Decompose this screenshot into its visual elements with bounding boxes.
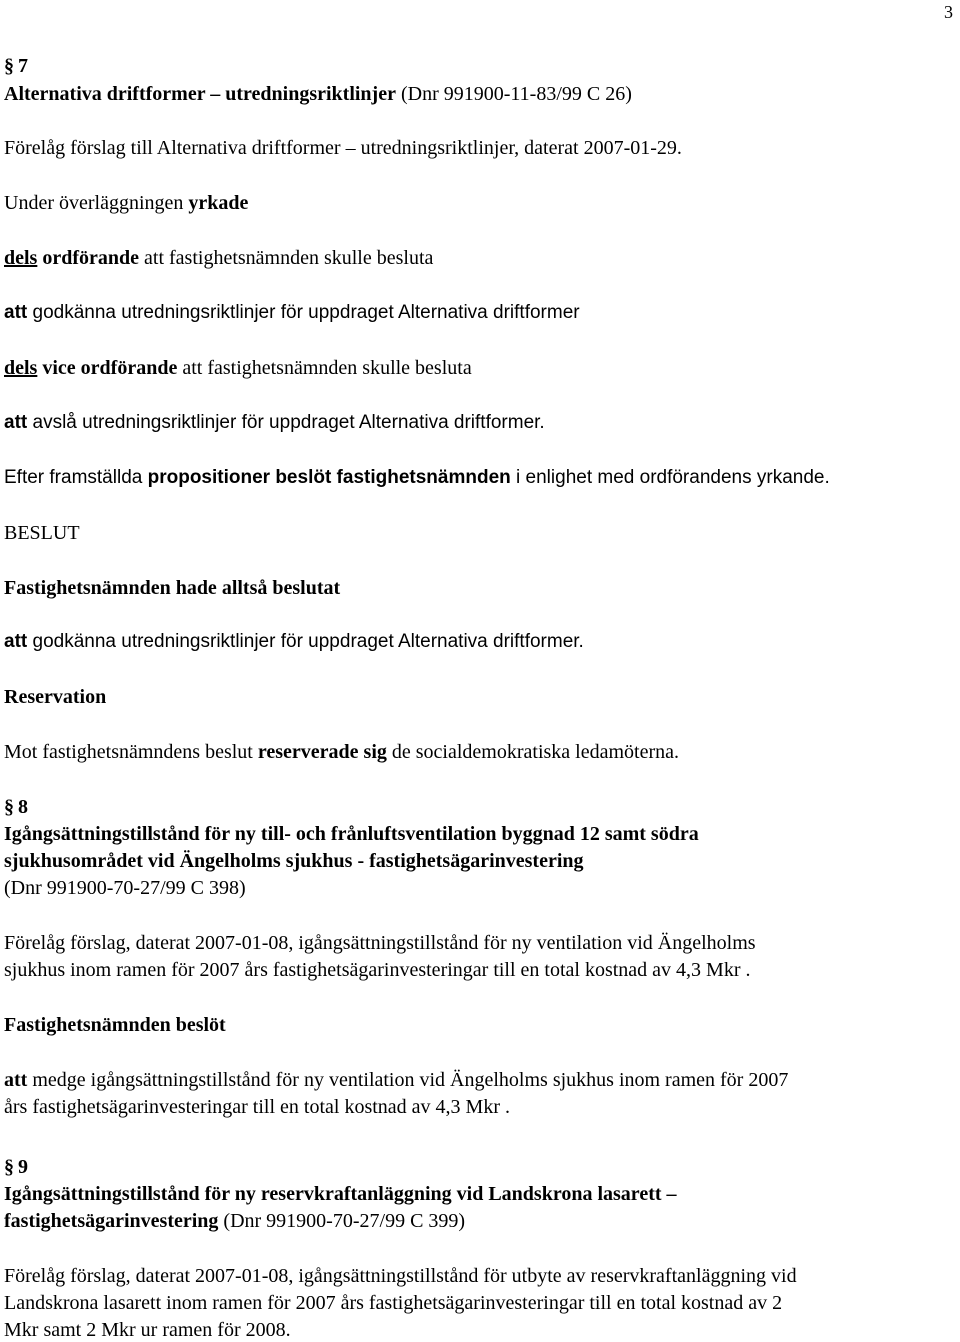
att-text: godkänna utredningsriktlinjer för uppdraget Alternativa driftformer. [32, 631, 584, 652]
att-keyword: att [4, 631, 28, 652]
section-8-title-line-1: Igångsättningstillstånd för ny till- och frånluftsventilation byggnad 12 samt södra [4, 823, 699, 845]
section-7-reservation-heading: Reservation [4, 686, 107, 708]
att-text: avslå utredningsriktlinjer för uppdraget Alternativa driftformer. [32, 412, 545, 433]
motion-text: att fastighetsnämnden skulle besluta [144, 247, 434, 269]
section-7-decision-att [4, 630, 584, 654]
att-keyword: att [4, 1069, 28, 1091]
deliberation-keyword: yrkade [188, 192, 249, 214]
page-number: 3 [944, 2, 953, 22]
after-text-end: i enlighet med ordförandens yrkande. [516, 467, 830, 488]
section-8-presented-line-1: Förelåg förslag, daterat 2007-01-08, igångsättningstillstånd för ny ventilation vid Ängelholms [4, 932, 756, 954]
section-7-deliberation [4, 191, 248, 215]
section-7-presented: Förelåg förslag till Alternativa driftformer – utredningsriktlinjer, daterat 2007-01-29. [4, 137, 682, 159]
section-9-dnr: (Dnr 991900-70-27/99 C 399) [223, 1210, 466, 1232]
att-text: medge igångsättningstillstånd för ny ventilation vid Ängelholms sjukhus inom ramen för 2007 [32, 1069, 789, 1091]
section-9-presented-line-2: Landskrona lasarett inom ramen för 2007 års fastighetsägarinvesteringar till en total kostnad av 2 [4, 1292, 783, 1314]
section-9-presented-line-3: Mkr samt 2 Mkr ur ramen för 2008. [4, 1319, 291, 1341]
section-symbol: § [4, 1156, 14, 1178]
section-7-title: Alternativa driftformer – utredningsriktlinjer [4, 83, 396, 105]
after-text: Efter framställda [4, 467, 143, 488]
section-7-decision-line: Fastighetsnämnden hade alltså beslutat [4, 577, 341, 599]
section-7-motion-2 [4, 356, 472, 380]
section-7-decision-heading: BESLUT [4, 522, 80, 544]
motion-proposer: ordförande [42, 247, 140, 269]
section-7-heading [4, 54, 28, 78]
reservation-text: Mot fastighetsnämndens beslut [4, 741, 253, 763]
section-7-motion-2-att [4, 411, 545, 435]
motion-dels: dels [4, 357, 38, 379]
reservation-keyword: reserverade sig [257, 741, 387, 763]
section-8-decision-att [4, 1068, 788, 1092]
att-text: godkänna utredningsriktlinjer för uppdraget Alternativa driftformer [32, 302, 580, 323]
section-9-title-line-1: Igångsättningstillstånd för ny reservkraftanläggning vid Landskrona lasarett – [4, 1183, 677, 1205]
section-9-title-line-2 [4, 1209, 465, 1233]
section-8-dnr: (Dnr 991900-70-27/99 C 398) [4, 877, 246, 899]
section-number: 7 [18, 55, 28, 77]
motion-proposer: vice ordförande [42, 357, 178, 379]
motion-dels: dels [4, 247, 38, 269]
section-8-decision-line-2: års fastighetsägarinvesteringar till en total kostnad av 4,3 Mkr . [4, 1096, 510, 1118]
section-7-motion-1 [4, 246, 433, 270]
after-keyword: propositioner beslöt fastighetsnämnden [147, 467, 511, 488]
section-7-reservation-text [4, 740, 679, 764]
att-keyword: att [4, 412, 28, 433]
att-keyword: att [4, 302, 28, 323]
motion-text: att fastighetsnämnden skulle besluta [182, 357, 472, 379]
reservation-text-end: de socialdemokratiska ledamöterna. [391, 741, 679, 763]
section-7-after-propositions [4, 466, 830, 490]
section-symbol: § [4, 796, 14, 818]
section-7-title-line [4, 82, 632, 106]
section-symbol: § [4, 55, 14, 77]
deliberation-text: Under överläggningen [4, 192, 184, 214]
section-9-title: fastighetsägarinvestering [4, 1210, 219, 1232]
section-7-motion-1-att [4, 301, 580, 325]
section-8-presented-line-2: sjukhus inom ramen för 2007 års fastighetsägarinvesteringar till en total kostnad av 4,3 Mkr . [4, 959, 751, 981]
section-7-dnr: (Dnr 991900-11-83/99 C 26) [400, 83, 632, 105]
section-9-heading [4, 1155, 28, 1179]
section-number: 9 [18, 1156, 28, 1178]
section-8-title-line-2: sjukhusområdet vid Ängelholms sjukhus - fastighetsägarinvestering [4, 850, 584, 872]
section-9-presented-line-1: Förelåg förslag, daterat 2007-01-08, igångsättningstillstånd för utbyte av reservkraftanläggning vid [4, 1265, 797, 1287]
section-8-heading [4, 795, 28, 819]
section-8-decision-line: Fastighetsnämnden beslöt [4, 1014, 226, 1036]
section-number: 8 [18, 796, 28, 818]
